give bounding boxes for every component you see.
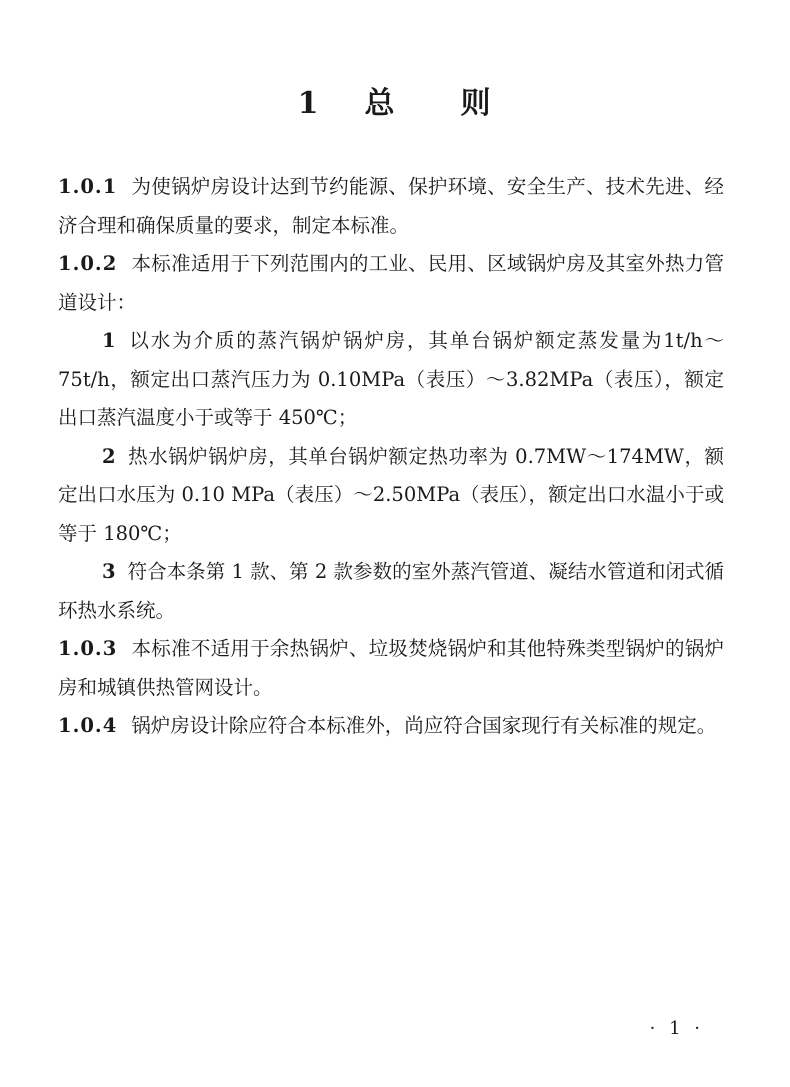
clause-text: 本标准不适用于余热锅炉、垃圾焚烧锅炉和其他特殊类型锅炉的锅炉房和城镇供热管网设计。 xyxy=(58,637,724,699)
clause-number: 1.0.1 xyxy=(58,175,118,198)
clause-1-0-4 xyxy=(58,707,724,746)
clause-number: 1.0.4 xyxy=(58,714,118,737)
clause-text: 锅炉房设计除应符合本标准外，尚应符合国家现行有关标准的规定。 xyxy=(131,714,717,737)
clause-1-0-2-item-3 xyxy=(58,553,724,630)
chapter-body xyxy=(58,168,724,746)
chapter-title-char-1: 总 xyxy=(364,86,397,122)
clause-1-0-2-item-2 xyxy=(58,438,724,554)
clause-1-0-2 xyxy=(58,245,724,322)
chapter-number: 1 xyxy=(297,86,321,122)
item-text: 热水锅炉锅炉房，其单台锅炉额定热功率为 0.7MW～174MW，额定出口水压为 0.10 MPa（表压）～2.50MPa（表压），额定出口水温小于或等于 180℃； xyxy=(58,444,724,545)
clause-text: 为使锅炉房设计达到节约能源、保护环境、安全生产、技术先进、经济合理和确保质量的要求，制定本标准。 xyxy=(58,175,724,237)
item-text: 以水为介质的蒸汽锅炉锅炉房，其单台锅炉额定蒸发量为1t/h～75t/h，额定出口蒸汽压力为 0.10MPa（表压）～3.82MPa（表压），额定出口蒸汽温度小于或等于 450℃； xyxy=(58,329,724,429)
clause-text: 本标准适用于下列范围内的工业、民用、区域锅炉房及其室外热力管道设计： xyxy=(58,252,724,314)
item-number: 2 xyxy=(102,444,116,468)
chapter-title-char-2: 则 xyxy=(460,86,493,122)
clause-number: 1.0.2 xyxy=(58,252,118,275)
item-number: 1 xyxy=(102,329,116,352)
chapter-title xyxy=(0,78,790,122)
clause-1-0-2-item-1 xyxy=(58,322,724,438)
item-number: 3 xyxy=(102,560,116,583)
clause-1-0-3 xyxy=(58,630,724,707)
clause-number: 1.0.3 xyxy=(58,637,118,660)
clause-1-0-1 xyxy=(58,168,724,245)
page-number: · 1 · xyxy=(649,1018,704,1039)
item-text: 符合本条第 1 款、第 2 款参数的室外蒸汽管道、凝结水管道和闭式循环热水系统。 xyxy=(58,560,724,622)
